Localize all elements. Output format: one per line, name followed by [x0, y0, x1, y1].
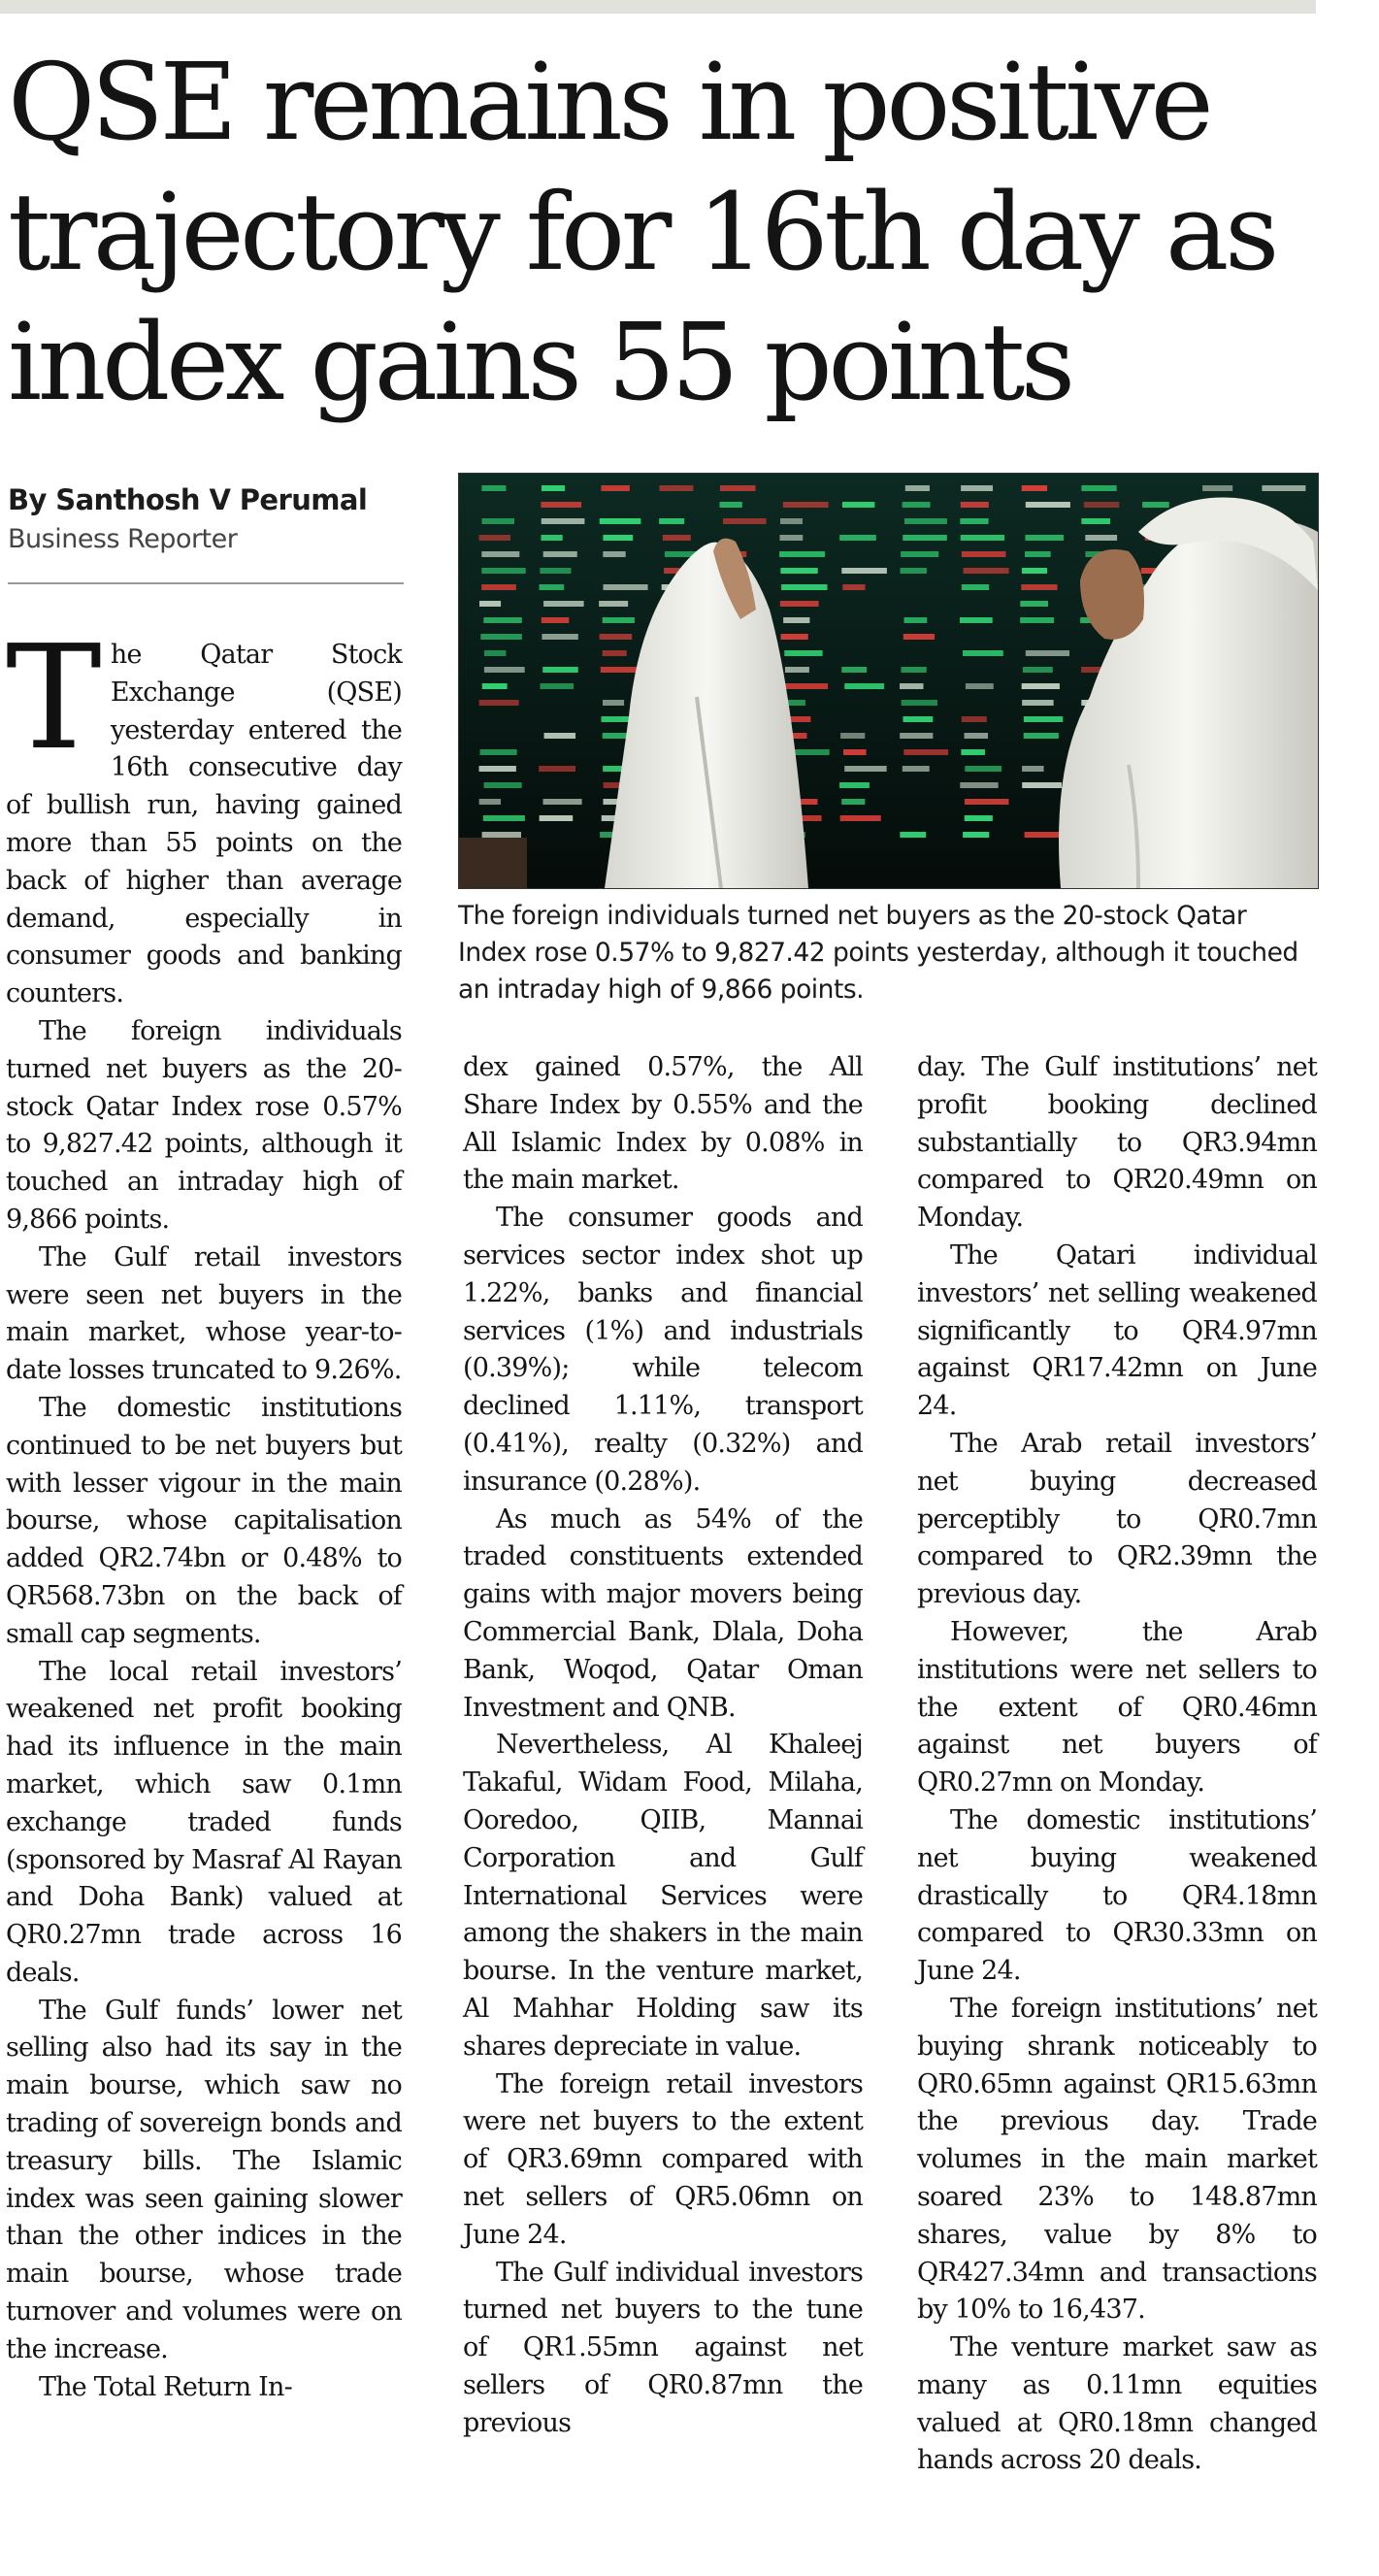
ticker-cell	[962, 584, 989, 590]
top-bar	[0, 0, 1316, 14]
ticker-cell	[1025, 551, 1051, 557]
byline-role: Business Reporter	[8, 524, 238, 554]
ticker-cell	[540, 683, 574, 689]
ticker-cell	[962, 716, 987, 722]
paragraph: The Gulf individual investors turned net buyers to the tune of QR1.55mn against net sellers of QR0.87mn the previous	[463, 2257, 863, 2438]
ticker-cell	[480, 749, 517, 755]
ticker-cell	[840, 815, 881, 821]
ticker-cell	[1081, 485, 1116, 491]
ticker-cell	[965, 815, 993, 821]
paragraph: The Arab retail investors’ net buying decreased perceptibly to QR0.7mn compared to QR2.39mn the previous day.	[917, 1428, 1317, 1610]
ticker-cell	[541, 502, 581, 508]
ticker-cell	[900, 733, 933, 739]
ticker-cell	[603, 650, 627, 656]
ticker-cell	[839, 535, 876, 541]
ticker-cell	[600, 634, 633, 640]
ticker-cell	[1021, 584, 1057, 590]
ticker-cell	[1020, 601, 1048, 607]
ticker-cell	[839, 782, 870, 788]
ticker-cell	[723, 518, 767, 524]
ticker-cell	[841, 568, 887, 574]
ticker-cell	[902, 700, 937, 706]
ticker-cell	[901, 667, 926, 673]
ticker-cell	[1084, 502, 1119, 508]
ticker-cell	[903, 502, 931, 508]
ticker-cell	[842, 502, 874, 508]
paragraph: The Gulf retail investors were seen net buyers in the main market, whose year-to-date losses truncated to 9.26%.	[6, 1241, 402, 1386]
ticker-cell	[780, 568, 817, 574]
ticker-cell	[961, 485, 993, 491]
paragraph: The foreign institutions’ net buying shrank noticeably to QR0.65mn against QR15.63mn the previous day. Trade volumes in the main market soared 23% to 148.87mn shares, value by 8% to QR427.34mn and transactions by 10% to 16,437.	[917, 1993, 1317, 2326]
ticker-cell	[783, 502, 829, 508]
ticker-cell	[483, 815, 525, 821]
ticker-cell	[1024, 716, 1063, 722]
ticker-cell	[1022, 485, 1047, 491]
ticker-cell	[844, 766, 886, 772]
ticker-cell	[841, 799, 865, 805]
ticker-cell	[1022, 766, 1043, 772]
ticker-cell	[784, 683, 829, 689]
ticker-cell	[540, 584, 565, 590]
ticker-cell	[481, 551, 519, 557]
ticker-cell	[780, 601, 819, 607]
ticker-cell	[482, 518, 514, 524]
paragraph	[6, 614, 402, 1013]
ticker-cell	[963, 832, 989, 838]
ticker-cell	[481, 584, 516, 590]
ticker-cell	[484, 667, 525, 673]
ticker-cell	[903, 716, 933, 722]
ticker-cell	[479, 601, 501, 607]
ticker-cell	[783, 617, 809, 623]
article-column-3	[917, 1049, 1317, 2480]
ticker-cell	[543, 799, 582, 805]
ticker-cell	[780, 518, 803, 524]
paragraph: dex gained 0.57%, the All Share Index by 0.55% and the All Islamic Index by 0.08% in the main market.	[463, 1052, 863, 1196]
paragraph: The venture market saw as many as 0.11mn equities valued at QR0.18mn changed hands across 20 deals.	[917, 2332, 1317, 2476]
ticker-cell	[900, 683, 923, 689]
ticker-cell	[542, 518, 585, 524]
headline: QSE remains in positive trajectory for 16th day as index gains 55 points	[8, 40, 1275, 424]
paragraph: day. The Gulf institutions’ net profit booking declined substantially to QR3.94mn compared to QR20.49mn on Monday.	[917, 1052, 1317, 1234]
photo-caption: The foreign individuals turned net buyers as the 20-stock Qatar Index rose 0.57% to 9,827.42 points yesterday, although it touched an intraday high of 9,866 points.	[458, 901, 1298, 1005]
ticker-cell	[720, 485, 756, 491]
byline-name: By Santhosh V Perumal	[8, 483, 368, 516]
ticker-cell	[659, 485, 693, 491]
ticker-cell	[904, 518, 947, 524]
ticker-cell	[900, 832, 926, 838]
ticker-cell	[482, 832, 521, 838]
ticker-cell	[966, 683, 994, 689]
ticker-cell	[543, 551, 577, 557]
ticker-cell	[542, 667, 578, 673]
ticker-cell	[903, 535, 947, 541]
ticker-cell	[1081, 518, 1110, 524]
ticker-cell	[604, 584, 648, 590]
ticker-cell	[965, 799, 1009, 805]
ticker-cell	[840, 733, 865, 739]
paragraph: As much as 54% of the traded constituents extended gains with major movers being Commercial Bank, Dlala, Doha Bank, Woqod, Qatar Oman Investment and QNB.	[463, 1503, 863, 1723]
ticker-cell	[1262, 485, 1305, 491]
ticker-cell	[1022, 700, 1053, 706]
paragraph: The Gulf funds’ lower net selling also had its say in the main bourse, which saw no trading of sovereign bonds and treasury bills. The Islamic index was seen gaining slower than the other indices in the main bourse, whose trade turnover and volumes were on the increase.	[6, 1995, 402, 2364]
ticker-cell	[963, 650, 1003, 656]
ticker-cell	[482, 683, 508, 689]
ticker-cell	[481, 568, 525, 574]
person-right	[1059, 497, 1318, 888]
ticker-cell	[481, 485, 506, 491]
ticker-cell	[484, 782, 522, 788]
article-column-2	[463, 1049, 863, 2442]
ticker-cell	[901, 551, 938, 557]
ticker-cell	[779, 551, 825, 557]
byline-divider	[8, 582, 404, 584]
article-photo	[458, 473, 1319, 889]
ticker-cell	[960, 782, 998, 788]
ticker-cell	[601, 485, 629, 491]
ticker-cell	[960, 518, 988, 524]
ticker-cell	[480, 634, 522, 640]
ticker-cell	[903, 749, 948, 755]
ticker-cell	[1024, 733, 1059, 739]
ticker-cell	[479, 535, 510, 541]
stock-board-photo	[459, 474, 1318, 888]
paragraph-text: he Qatar Stock Exchange (QSE) yesterday entered the 16th consecutive day of bullish run, having gained more than 55 points on the back of higher than average demand, especially in consumer goods and banking counters.	[6, 640, 402, 1009]
paragraph: The foreign individuals turned net buyers as the 20-stock Qatar Index rose 0.57% to 9,827.42 points, although it touched an intraday high of 9,866 points.	[6, 1015, 402, 1235]
paragraph: The consumer goods and services sector index shot up 1.22%, banks and financial services (1%) and industrials (0.39%); while telecom declined 1.11%, transport (0.41%), realty (0.32%) and insurance (0.28%).	[463, 1203, 863, 1497]
ticker-cell	[542, 617, 570, 623]
ticker-cell	[780, 634, 807, 640]
ticker-cell	[1022, 568, 1047, 574]
ticker-cell	[659, 518, 684, 524]
paragraph: The domestic institutions’ net buying weakened drastically to QR4.18mn compared to QR30.33mn on June 24.	[917, 1804, 1317, 1987]
ticker-cell	[841, 667, 867, 673]
ticker-cell	[599, 601, 628, 607]
ticker-cell	[1025, 832, 1064, 838]
ticker-cell	[1085, 535, 1117, 541]
ticker-cell	[904, 617, 928, 623]
ticker-cell	[1026, 502, 1070, 508]
ticker-cell	[961, 535, 1004, 541]
paragraph: Nevertheless, Al Khaleej Takaful, Widam Food, Milaha, Ooredoo, QIIB, Mannai Corporation and Gulf International Services were among the shakers in the main bourse. In the venture market, Al Mahhar Holding saw its shares depreciate in value.	[463, 1730, 863, 2062]
ticker-cell	[962, 551, 1006, 557]
ticker-cell	[542, 634, 577, 640]
ticker-cell	[1020, 617, 1054, 623]
ticker-cell	[720, 502, 742, 508]
ticker-cell	[901, 568, 927, 574]
paragraph: The domestic institutions continued to be net buyers but with lesser vigour in the main bourse, whose capitalisation added QR2.74bn or 0.48% to QR568.73bn on the back of small cap segments.	[6, 1392, 402, 1649]
ticker-cell	[540, 815, 574, 821]
ticker-cell	[961, 749, 985, 755]
ticker-cell	[844, 683, 884, 689]
ticker-cell	[479, 799, 501, 805]
ticker-cell	[1022, 782, 1062, 788]
ticker-cell	[1202, 485, 1232, 491]
drop-cap: T	[6, 614, 101, 781]
ticker-cell	[542, 485, 565, 491]
ticker-cell	[600, 518, 641, 524]
paragraph: However, the Arab institutions were net sellers to the extent of QR0.46mn against net buyers of QR0.27mn on Monday.	[917, 1616, 1317, 1799]
ticker-cell	[543, 601, 584, 607]
ticker-cell	[544, 733, 575, 739]
paragraph: The Qatari individual investors’ net selling weakened significantly to QR4.97mn against QR17.42mn on June 24.	[917, 1239, 1317, 1422]
ticker-cell	[539, 766, 575, 772]
ticker-cell	[903, 634, 935, 640]
ticker-cell	[1025, 535, 1064, 541]
ticker-cell	[479, 700, 519, 706]
ticker-cell	[1022, 683, 1060, 689]
ticker-cell	[965, 766, 1001, 772]
ticker-cell	[479, 766, 516, 772]
article-column-1	[6, 614, 402, 2406]
ticker-cell	[1142, 502, 1169, 508]
ticker-cell	[540, 568, 571, 574]
ticker-cell	[779, 535, 803, 541]
paragraph: The local retail investors’ weakened net profit booking had its influence in the main market, which saw 0.1mn exchange traded funds (sponsored by Masraf Al Rayan and Doha Bank) valued at QR0.27mn trade across 16 deals.	[6, 1656, 402, 1988]
ticker-cell	[541, 535, 562, 541]
ticker-cell	[603, 617, 635, 623]
ticker-cell	[842, 584, 865, 590]
ticker-cell	[603, 535, 633, 541]
ticker-cell	[964, 568, 1009, 574]
ticker-cell	[843, 749, 867, 755]
ticker-cell	[484, 650, 506, 656]
ticker-cell	[784, 650, 822, 656]
ticker-cell	[961, 502, 989, 508]
ticker-cell	[903, 766, 930, 772]
ticker-cell	[603, 551, 625, 557]
paragraph: The foreign retail investors were net buyers to the extent of QR3.69mn compared with net sellers of QR5.06mn on June 24.	[463, 2068, 863, 2250]
paragraph: The Total Return In-	[39, 2371, 292, 2402]
ticker-cell	[1023, 667, 1053, 673]
ticker-cell	[1026, 650, 1069, 656]
ticker-cell	[960, 617, 993, 623]
ticker-cell	[483, 617, 521, 623]
ticker-cell	[965, 733, 988, 739]
ticker-cell	[663, 535, 691, 541]
ticker-cell	[781, 584, 827, 590]
ticker-cell	[603, 700, 624, 706]
byline	[8, 483, 404, 554]
ticker-cell	[785, 667, 809, 673]
ticker-cell	[905, 485, 930, 491]
